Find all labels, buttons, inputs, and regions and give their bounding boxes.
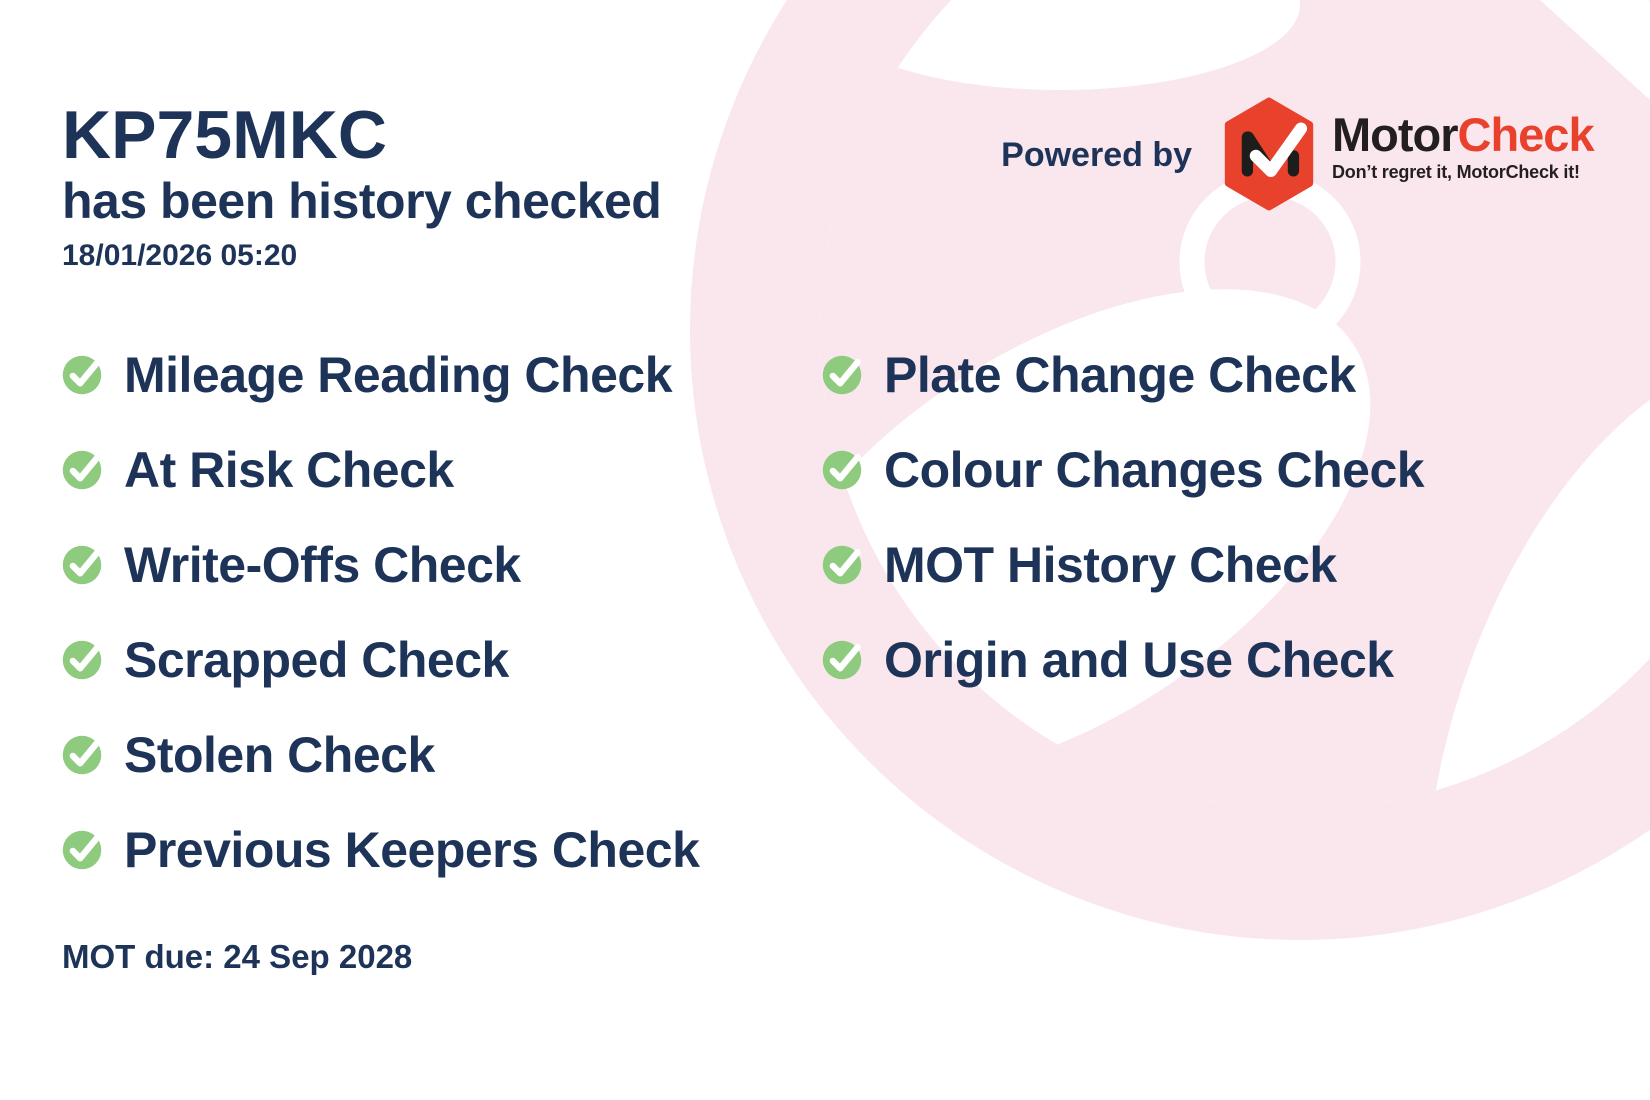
check-list-item — [820, 442, 1425, 498]
powered-by-label: Powered by — [1001, 136, 1192, 174]
branding — [0, 0, 1650, 230]
check-list-item — [820, 632, 1394, 688]
check-circle-icon — [60, 543, 104, 587]
check-circle-icon — [60, 448, 104, 492]
check-list-item — [820, 537, 1337, 593]
motorcheck-logo-icon — [1222, 97, 1316, 211]
check-list-item — [60, 442, 454, 498]
check-list-item — [60, 537, 521, 593]
page-title: has been history checked — [62, 173, 662, 229]
check-circle-icon — [820, 638, 864, 682]
check-list-item — [60, 727, 435, 783]
check-circle-icon — [60, 828, 104, 872]
mot-due-label: MOT due: 24 Sep 2028 — [62, 938, 413, 975]
check-item-label: Mileage Reading Check — [124, 347, 672, 403]
check-circle-icon — [820, 353, 864, 397]
brand-wordmark — [1332, 110, 1612, 183]
check-list-item — [60, 822, 700, 878]
check-circle-icon — [60, 733, 104, 777]
check-list-item — [60, 347, 672, 403]
check-item-label: MOT History Check — [884, 537, 1337, 593]
check-item-label: At Risk Check — [124, 442, 454, 498]
check-circle-icon — [60, 353, 104, 397]
brand-name — [1332, 110, 1612, 160]
registration-plate: KP75MKC — [62, 97, 387, 173]
check-circle-icon — [60, 638, 104, 682]
check-circle-icon — [820, 448, 864, 492]
check-list-item — [60, 632, 509, 688]
brand-tagline: Don’t regret it, MotorCheck it! — [1332, 162, 1580, 182]
check-item-label: Origin and Use Check — [884, 632, 1394, 688]
check-circle-icon — [820, 543, 864, 587]
check-item-label: Write-Offs Check — [124, 537, 521, 593]
check-item-label: Previous Keepers Check — [124, 822, 700, 878]
check-list-item — [820, 347, 1356, 403]
brand-name-motor: Motor — [1332, 108, 1458, 161]
check-item-label: Stolen Check — [124, 727, 435, 783]
check-item-label: Scrapped Check — [124, 632, 509, 688]
check-item-label: Plate Change Check — [884, 347, 1356, 403]
check-item-label: Colour Changes Check — [884, 442, 1425, 498]
check-timestamp: 18/01/2026 05:20 — [62, 239, 298, 272]
brand-name-check: Check — [1457, 108, 1594, 161]
